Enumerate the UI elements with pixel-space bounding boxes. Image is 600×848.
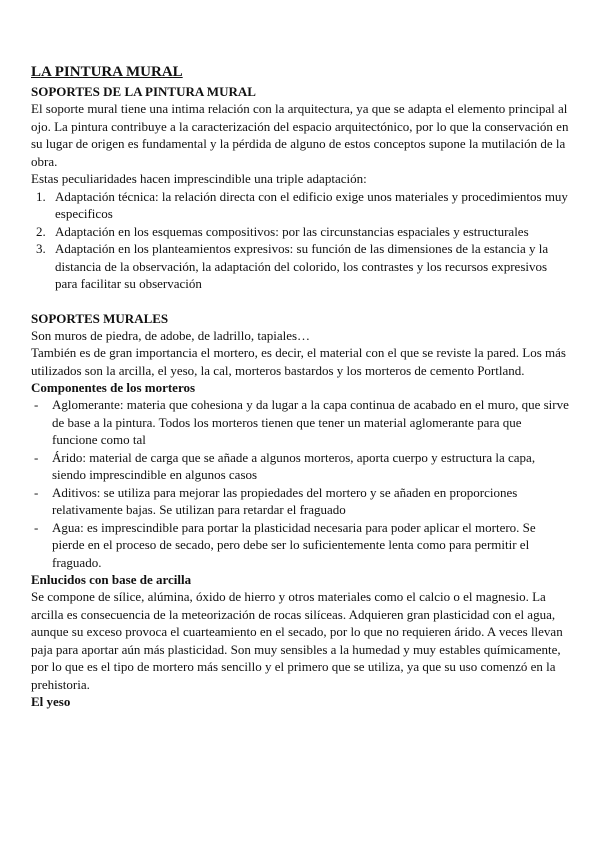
document-title: LA PINTURA MURAL — [31, 64, 183, 80]
paragraph-muros: Son muros de piedra, de adobe, de ladrillo, tapiales… — [31, 327, 311, 343]
dash-bullet: - — [34, 449, 39, 465]
list-item-text: Aditivos: se utiliza para mejorar las propiedades del mortero y se añaden en proporciones relativamente bajas. Se utilizan para retardar el fraguado — [52, 484, 518, 517]
list-item — [31, 519, 570, 572]
adaptation-list — [31, 188, 570, 293]
paragraph-soporte-mural: El soporte mural tiene una intima relación con la arquitectura, ya que se adapta el elemento principal al ojo. La pintura contribuye a la caracterización del espacio arquitectónico, por lo que la conservación en su lugar de origen es fundamental y la pérdida de alguno de estos conceptos supone la mutilación de la obra. — [31, 101, 569, 169]
components-list — [31, 396, 570, 571]
list-item: 1. Adaptación técnica: la relación directa con el edificio exige unos materiales y procedimientos muy especificos — [49, 188, 570, 223]
list-item — [31, 396, 570, 449]
section-heading-soportes-murales: SOPORTES MURALES — [31, 310, 169, 326]
paragraph-peculiaridades: Estas peculiaridades hacen imprescindible una triple adaptación: — [31, 171, 367, 186]
list-item — [31, 449, 570, 484]
list-item — [31, 484, 570, 519]
section-heading-el-yeso: El yeso — [31, 694, 71, 709]
list-item-text: Aglomerante: materia que cohesiona y da lugar a la capa continua de acabado en el muro, que sirve de base a la pintura. Todos los morteros tienen que tener un material aglomerante para que funcione como tal — [52, 397, 569, 447]
paragraph-mortero: También es de gran importancia el mortero, es decir, el material con el que se reviste la pared. Los más utilizados son la arcilla, el yeso, la cal, morteros bastardos y los morteros de cemento Portland. — [31, 345, 566, 378]
list-item-text: Agua: es imprescindible para portar la plasticidad necesaria para poder aplicar el mortero. Se pierde en el proceso de secado, pero debe ser lo suficientemente lenta como para permitir el fraguado. — [52, 519, 536, 570]
spacer — [31, 293, 570, 310]
section-heading-enlucidos-arcilla: Enlucidos con base de arcilla — [31, 572, 192, 587]
dash-bullet: - — [34, 397, 39, 412]
paragraph-arcilla: Se compone de sílice, alúmina, óxido de hierro y otros materiales como el calcio o el magnesio. La arcilla es consecuencia de la meteorización de rocas silíceas. Adquieren gran plasticidad con el agua, aunque su exceso provoca el cuarteamiento en el secado, por lo que no requieren árido. A veces llevan paja para aportar aún más plasticidad. Son muy sensibles a la humedad y muy estables químicamente, por lo que es el tipo de mortero más sencillo y el primero que se utiliza, ya que su uso comenzó en la prehistoria. — [31, 589, 563, 692]
list-item: 3. Adaptación en los planteamientos expresivos: su función de las dimensiones de la estancia y la distancia de la observación, la adaptación del colorido, los contrastes y los recursos expresivos para facilitar su observación — [49, 240, 570, 293]
list-item-text: Árido: material de carga que se añade a algunos morteros, aporta cuerpo y estructura la capa, siendo imprescindible en algunos casos — [52, 449, 536, 482]
dash-bullet: - — [34, 519, 39, 535]
dash-bullet: - — [34, 484, 39, 500]
list-item: 2. Adaptación en los esquemas compositivos: por las circunstancias espaciales y estructurales — [49, 223, 570, 241]
section-heading-soportes-pintura-mural: SOPORTES DE LA PINTURA MURAL — [31, 84, 256, 99]
section-heading-componentes: Componentes de los morteros — [31, 380, 196, 395]
